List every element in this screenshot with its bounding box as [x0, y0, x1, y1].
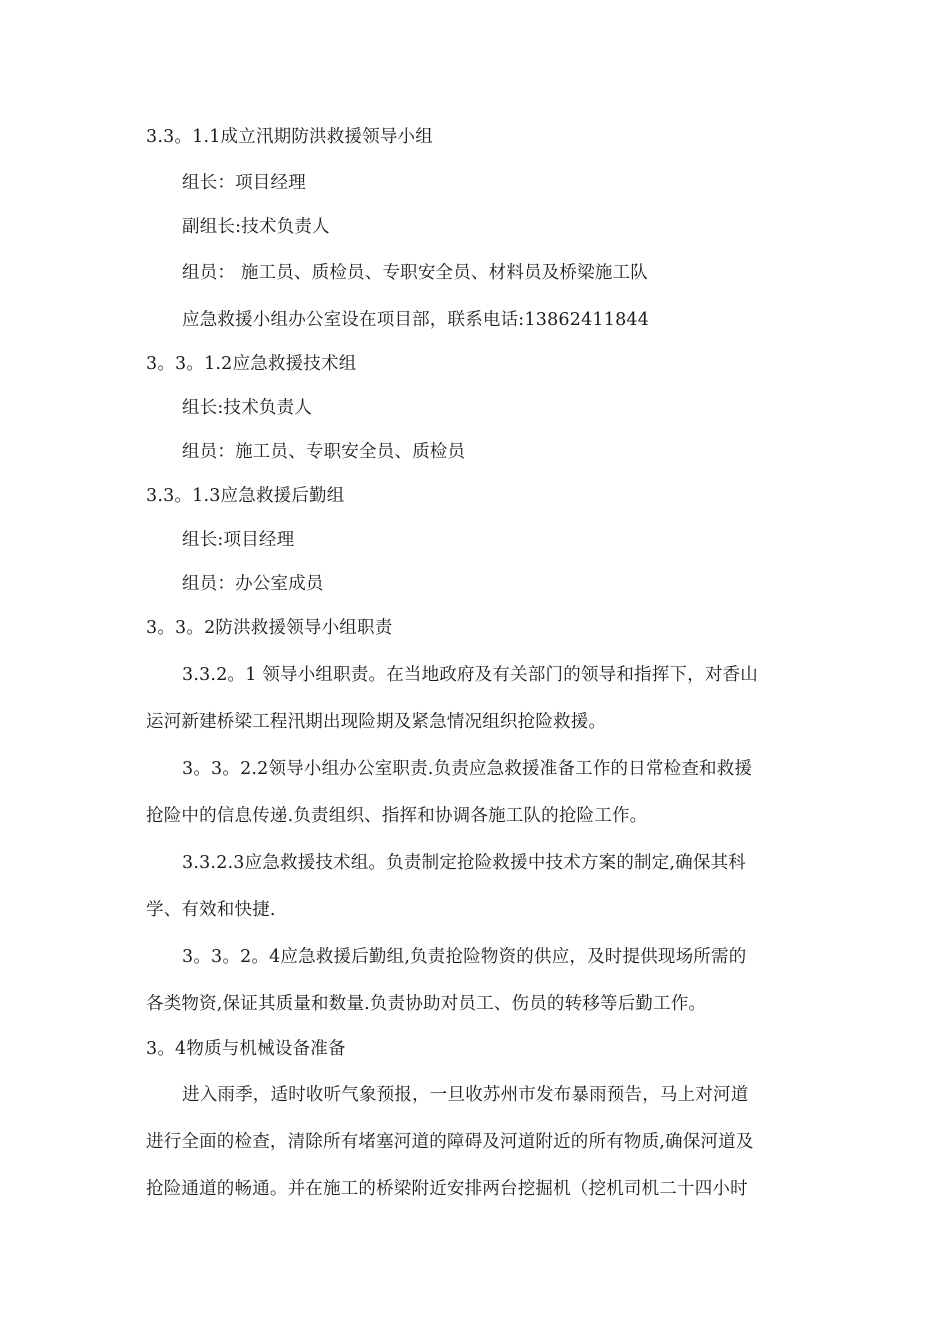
paragraph-line: 各类物资,保证其质量和数量.负责协助对员工、伤员的转移等后勤工作。: [146, 994, 707, 1014]
paragraph-line: 3.3.2.3应急救援技术组。负责制定抢险救援中技术方案的制定,确保其科: [182, 853, 746, 873]
section-heading-3-3-1-1: 3.3。1.1成立汛期防洪救援领导小组: [146, 127, 433, 147]
paragraph-line: 组员：办公室成员: [182, 574, 324, 594]
paragraph-line: 3。3。2.2领导小组办公室职责.负责应急救援准备工作的日常检查和救援: [182, 759, 753, 779]
section-heading-3-4: 3。4物质与机械设备准备: [146, 1039, 346, 1059]
paragraph-line: 组员：施工员、专职安全员、质检员: [182, 442, 466, 462]
paragraph-line: 3。3。2。4应急救援后勤组,负责抢险物资的供应，及时提供现场所需的: [182, 947, 747, 967]
paragraph-line: 应急救援小组办公室设在项目部，联系电话:13862411844: [182, 310, 650, 330]
section-heading-3-3-1-3: 3.3。1.3应急救援后勤组: [146, 486, 345, 506]
paragraph-line: 组长:技术负责人: [182, 398, 312, 418]
paragraph-line: 组长:项目经理: [182, 530, 295, 550]
paragraph-line: 3.3.2。1 领导小组职责。在当地政府及有关部门的领导和指挥下，对香山: [182, 665, 758, 685]
paragraph-line: 抢险通道的畅通。并在施工的桥梁附近安排两台挖掘机（挖机司机二十四小时: [146, 1179, 748, 1199]
paragraph-line: 组员： 施工员、质检员、专职安全员、材料员及桥梁施工队: [182, 263, 648, 283]
paragraph-line: 进行全面的检查，清除所有堵塞河道的障碍及河道附近的所有物质,确保河道及: [146, 1132, 754, 1152]
section-heading-3-3-1-2: 3。3。1.2应急救援技术组: [146, 354, 357, 374]
paragraph-line: 运河新建桥梁工程汛期出现险期及紧急情况组织抢险救援。: [146, 712, 607, 732]
paragraph-line: 组长：项目经理: [182, 173, 306, 193]
paragraph-line: 副组长:技术负责人: [182, 217, 330, 237]
paragraph-line: 学、有效和快捷.: [146, 900, 276, 920]
section-heading-3-3-2: 3。3。2防洪救援领导小组职责: [146, 618, 393, 638]
paragraph-line: 抢险中的信息传递.负责组织、指挥和协调各施工队的抢险工作。: [146, 806, 648, 826]
paragraph-line: 进入雨季，适时收听气象预报，一旦收苏州市发布暴雨预告，马上对河道: [182, 1085, 749, 1105]
